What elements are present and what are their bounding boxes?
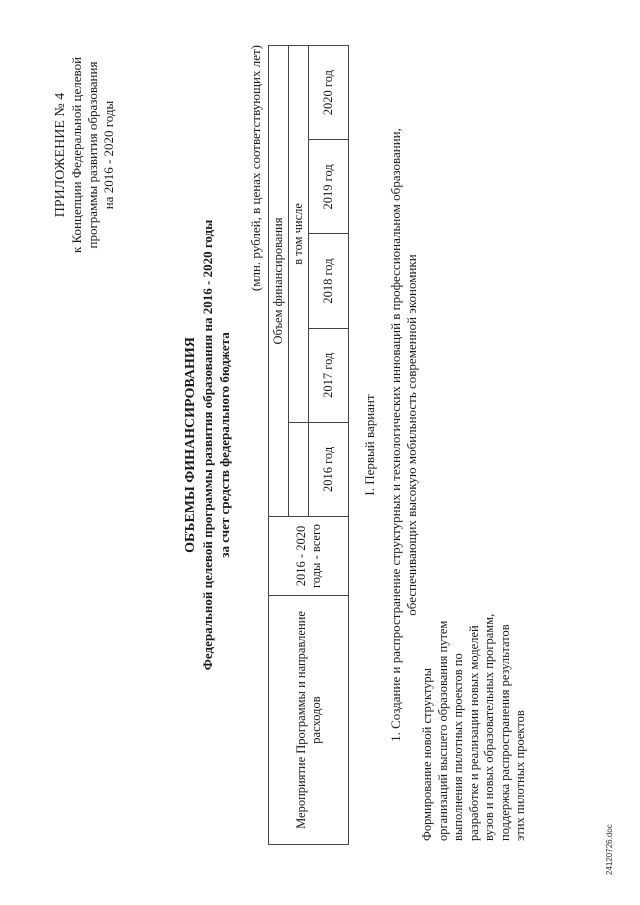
appendix-line-2: программы развития образования — [85, 61, 100, 249]
document-title — [182, 145, 233, 745]
header-empty-cell — [289, 422, 309, 516]
appendix-line-3: на 2016 - 2020 годы — [101, 100, 116, 210]
header-financing-volume: Объем финансирования — [269, 46, 289, 517]
subsection-heading — [388, 55, 420, 815]
title-line-3: за счет средств федерального бюджета — [217, 332, 232, 558]
title-main: ОБЪЕМЫ ФИНАНСИРОВАНИЯ — [183, 337, 198, 553]
header-including: в том числе — [289, 46, 309, 423]
subsection-line-2: обеспечивающих высокую мобильность современной экономики — [404, 254, 419, 616]
activity-text: Формирование новой структуры организаций высшего образования путем выполнения пилотных проектов по разработке и реализации новых моделей вузов и новых образовательных программ, поддержка распространения результатов этих пилотных проектов — [420, 613, 527, 841]
header-year-2016: 2016 год — [309, 422, 349, 516]
header-year-2020: 2020 год — [309, 46, 349, 140]
units-note: (млн. рублей, в ценах соответствующих лет) — [248, 45, 263, 292]
header-total: 2016 - 2020 годы - всего — [269, 517, 349, 596]
appendix-header — [52, 25, 117, 285]
header-year-2017: 2017 год — [309, 328, 349, 422]
header-year-2019: 2019 год — [309, 140, 349, 234]
header-year-2018: 2018 год — [309, 234, 349, 328]
appendix-line-1: к Концепции Федеральной целевой — [69, 56, 84, 254]
doc-id-footer: 24120726.doc — [605, 824, 614, 875]
section-heading: I. Первый вариант — [362, 394, 377, 496]
header-activity: Мероприятие Программы и направление расходов — [269, 596, 349, 845]
subsection-line-1: 1. Создание и распространение структурных и технологических инноваций в профессиональном образовании, — [388, 128, 403, 742]
title-line-2: Федеральной целевой программы развития образования на 2016 - 2020 годы — [200, 219, 215, 671]
appendix-label: ПРИЛОЖЕНИЕ № 4 — [53, 92, 68, 218]
financing-table — [268, 45, 349, 845]
